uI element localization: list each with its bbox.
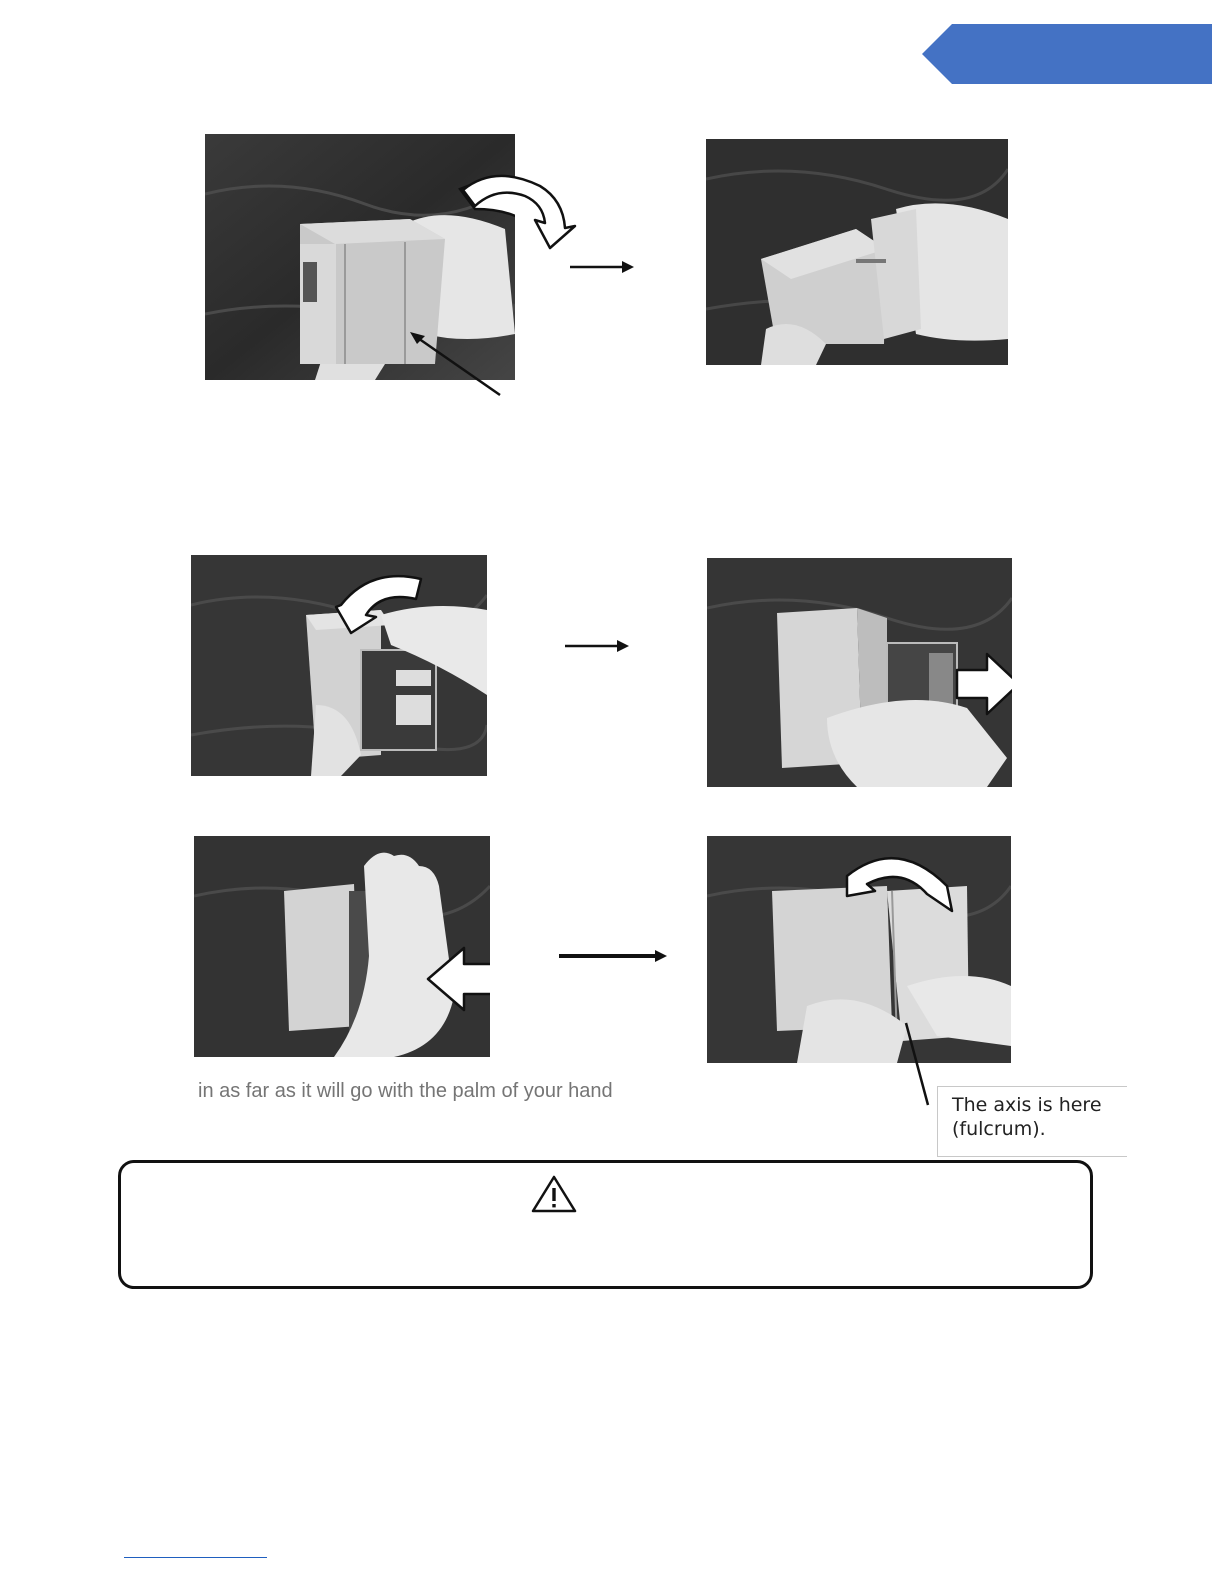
cartridge-pull-photo [707, 558, 1012, 787]
cartridge-insert-photo [191, 555, 487, 776]
close-lid-photo [707, 836, 1011, 1063]
callout-line-1: The axis is here [952, 1094, 1102, 1116]
fulcrum-callout [937, 1086, 1127, 1157]
footer-link[interactable] [124, 1557, 267, 1558]
figure-caption: in as far as it will go with the palm of your hand [198, 1080, 613, 1102]
pointer-line [405, 330, 505, 400]
step-right-arrow [568, 258, 638, 276]
module-opened-photo [706, 139, 1008, 365]
fulcrum-pointer-line [898, 1015, 938, 1110]
palm-push-photo [194, 836, 490, 1057]
warning-triangle-icon [531, 1175, 577, 1213]
warning-box [118, 1160, 1093, 1289]
section-tab-marker [922, 24, 1212, 84]
rotate-arrow-overlay [455, 168, 580, 253]
step-right-arrow [563, 637, 633, 655]
callout-line-2: (fulcrum). [952, 1118, 1046, 1140]
step-right-arrow [557, 946, 672, 966]
